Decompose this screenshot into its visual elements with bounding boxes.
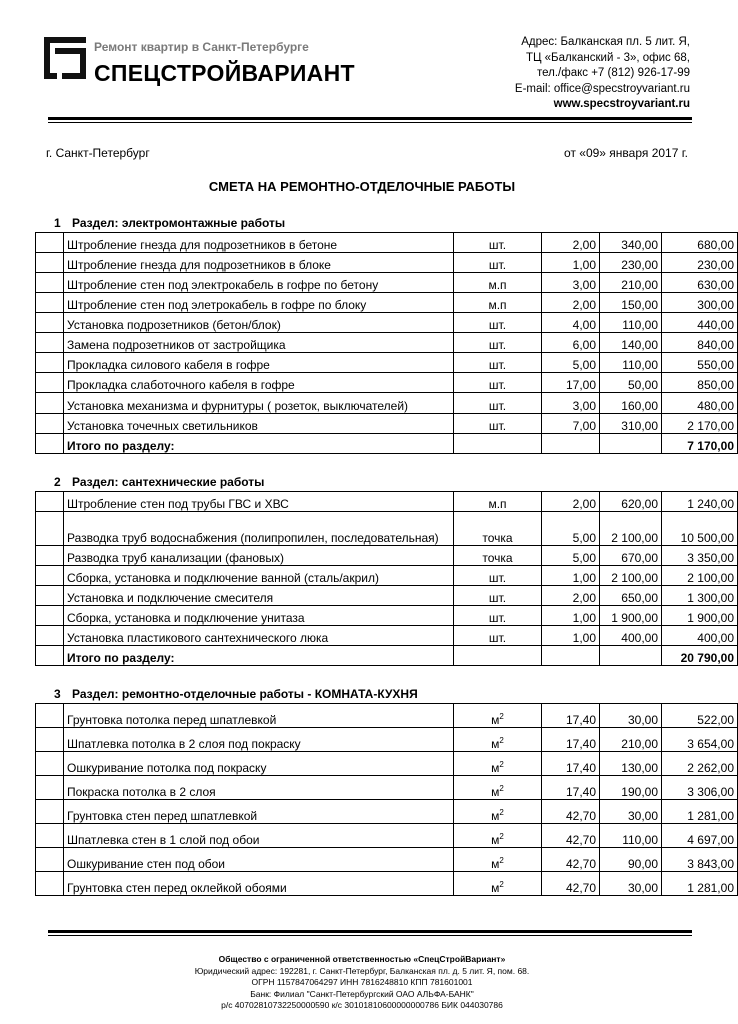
row-index-cell — [36, 566, 64, 586]
work-name-cell: Шпатлевка стен в 1 слой под обои — [64, 824, 454, 848]
table-row — [36, 512, 738, 546]
row-index-cell — [36, 313, 64, 333]
sum-cell: 630,00 — [662, 273, 738, 293]
price-cell: 230,00 — [600, 253, 662, 273]
sum-cell: 1 281,00 — [662, 872, 738, 896]
price-cell: 30,00 — [600, 872, 662, 896]
row-index-cell — [36, 492, 64, 512]
website-link[interactable]: www.specstroyvariant.ru — [553, 98, 690, 110]
section-number: 3 — [54, 687, 61, 701]
sum-cell: 2 170,00 — [662, 414, 738, 434]
price-cell: 190,00 — [600, 776, 662, 800]
price-cell: 340,00 — [600, 233, 662, 253]
empty-cell — [600, 434, 662, 454]
empty-cell — [542, 646, 600, 666]
quantity-cell: 2,00 — [542, 293, 600, 313]
unit-cell: м.п — [454, 492, 542, 512]
table-row — [36, 824, 738, 848]
work-name-cell: Установка механизма и фурнитуры ( розеток, выключателей) — [64, 393, 454, 414]
document-date: от «09» января 2017 г. — [564, 146, 688, 160]
price-cell: 30,00 — [600, 704, 662, 728]
section-total-value: 7 170,00 — [662, 434, 738, 454]
table-row — [36, 414, 738, 434]
price-cell: 160,00 — [600, 393, 662, 414]
row-index-cell — [36, 233, 64, 253]
row-index-cell — [36, 776, 64, 800]
table-row — [36, 293, 738, 313]
unit-cell: шт. — [454, 353, 542, 373]
unit-cell — [454, 848, 542, 872]
sum-cell: 550,00 — [662, 353, 738, 373]
table-row — [36, 586, 738, 606]
document-city: г. Санкт-Петербург — [46, 146, 150, 160]
table-row — [36, 313, 738, 333]
sum-cell: 3 306,00 — [662, 776, 738, 800]
sum-cell: 850,00 — [662, 373, 738, 393]
unit-cell: м.п — [454, 293, 542, 313]
document-title: СМЕТА НА РЕМОНТНО-ОТДЕЛОЧНЫЕ РАБОТЫ — [208, 179, 516, 194]
unit-text: м — [491, 713, 500, 727]
work-name-cell: Покраска потолка в 2 слоя — [64, 776, 454, 800]
unit-cell: шт. — [454, 566, 542, 586]
table-row — [36, 373, 738, 393]
work-name-cell: Грунтовка стен перед шпатлевкой — [64, 800, 454, 824]
quantity-cell: 1,00 — [542, 566, 600, 586]
empty-cell — [454, 434, 542, 454]
unit-text: м — [491, 857, 500, 871]
row-index-cell — [36, 373, 64, 393]
row-index-cell — [36, 824, 64, 848]
sum-cell: 680,00 — [662, 233, 738, 253]
row-index-cell — [36, 546, 64, 566]
price-cell: 30,00 — [600, 800, 662, 824]
table-row — [36, 546, 738, 566]
quantity-cell: 17,00 — [542, 373, 600, 393]
table-row — [36, 606, 738, 626]
work-name-cell: Сборка, установка и подключение ванной (сталь/акрил) — [64, 566, 454, 586]
work-name-cell: Разводка труб водоснабжения (полипропилен, последовательная) — [64, 512, 454, 546]
section-title: Раздел: электромонтажные работы — [72, 216, 286, 230]
unit-text: м — [491, 833, 500, 847]
estimate-table-electrical — [35, 232, 738, 454]
table-row — [36, 233, 738, 253]
price-cell: 210,00 — [600, 728, 662, 752]
sum-cell: 400,00 — [662, 626, 738, 646]
work-name-cell: Штробление гнезда для подрозетников в бетоне — [64, 233, 454, 253]
unit-cell: точка — [454, 546, 542, 566]
price-cell: 110,00 — [600, 313, 662, 333]
table-row — [36, 800, 738, 824]
work-name-cell: Установка подрозетников (бетон/блок) — [64, 313, 454, 333]
price-cell: 140,00 — [600, 333, 662, 353]
row-index-cell — [36, 333, 64, 353]
section-total-value: 20 790,00 — [662, 646, 738, 666]
table-row — [36, 393, 738, 414]
price-cell: 90,00 — [600, 848, 662, 872]
work-name-cell: Установка и подключение смесителя — [64, 586, 454, 606]
footer-divider — [48, 930, 692, 933]
row-index-cell — [36, 434, 64, 454]
table-row — [36, 566, 738, 586]
unit-text: м — [491, 809, 500, 823]
unit-superscript: 2 — [499, 760, 504, 769]
sum-cell: 3 350,00 — [662, 546, 738, 566]
work-name-cell: Грунтовка стен перед оклейкой обоями — [64, 872, 454, 896]
row-index-cell — [36, 848, 64, 872]
sum-cell: 4 697,00 — [662, 824, 738, 848]
row-index-cell — [36, 872, 64, 896]
unit-text: м — [491, 785, 500, 799]
row-index-cell — [36, 646, 64, 666]
unit-superscript: 2 — [499, 856, 504, 865]
sum-cell: 1 900,00 — [662, 606, 738, 626]
sum-cell: 3 654,00 — [662, 728, 738, 752]
row-index-cell — [36, 586, 64, 606]
unit-cell: шт. — [454, 333, 542, 353]
work-name-cell: Ошкуривание потолка под покраску — [64, 752, 454, 776]
unit-cell: шт. — [454, 373, 542, 393]
row-index-cell — [36, 606, 64, 626]
row-index-cell — [36, 800, 64, 824]
unit-text: м — [491, 737, 500, 751]
unit-cell: шт. — [454, 414, 542, 434]
unit-superscript: 2 — [499, 808, 504, 817]
unit-cell: шт. — [454, 606, 542, 626]
quantity-cell: 6,00 — [542, 333, 600, 353]
unit-superscript: 2 — [499, 880, 504, 889]
company-tagline: Ремонт квартир в Санкт-Петербурге — [94, 40, 309, 54]
work-name-cell: Штробление гнезда для подрозетников в блоке — [64, 253, 454, 273]
unit-cell: точка — [454, 512, 542, 546]
quantity-cell: 5,00 — [542, 353, 600, 373]
row-index-cell — [36, 626, 64, 646]
empty-cell — [454, 646, 542, 666]
price-cell: 210,00 — [600, 273, 662, 293]
table-row — [36, 273, 738, 293]
price-cell: 150,00 — [600, 293, 662, 313]
sum-cell: 480,00 — [662, 393, 738, 414]
quantity-cell: 3,00 — [542, 393, 600, 414]
quantity-cell: 1,00 — [542, 626, 600, 646]
unit-text: м — [491, 761, 500, 775]
sum-cell: 3 843,00 — [662, 848, 738, 872]
footer-legal-address: Юридический адрес: 192281, г. Санкт-Петербург, Балканская пл. д. 5 лит. Я, пом. 68. — [194, 965, 530, 976]
unit-cell — [454, 728, 542, 752]
row-index-cell — [36, 752, 64, 776]
unit-cell: м.п — [454, 273, 542, 293]
price-cell: 650,00 — [600, 586, 662, 606]
empty-cell — [600, 646, 662, 666]
sum-cell: 440,00 — [662, 313, 738, 333]
quantity-cell: 2,00 — [542, 233, 600, 253]
price-cell: 670,00 — [600, 546, 662, 566]
sum-cell: 840,00 — [662, 333, 738, 353]
section-total-label: Итого по разделу: — [64, 646, 454, 666]
quantity-cell: 42,70 — [542, 872, 600, 896]
table-row — [36, 253, 738, 273]
price-cell: 1 900,00 — [600, 606, 662, 626]
sum-cell: 300,00 — [662, 293, 738, 313]
footer-requisites — [0, 954, 724, 1012]
table-row — [36, 872, 738, 896]
quantity-cell: 17,40 — [542, 728, 600, 752]
unit-cell — [454, 800, 542, 824]
quantity-cell: 17,40 — [542, 704, 600, 728]
work-name-cell: Замена подрозетников от застройщика — [64, 333, 454, 353]
work-name-cell: Грунтовка потолка перед шпатлевкой — [64, 704, 454, 728]
footer-org-name: Общество с ограниченной ответственностью «СпецСтройВариант» — [218, 954, 506, 964]
unit-cell: шт. — [454, 626, 542, 646]
unit-cell — [454, 704, 542, 728]
table-row — [36, 776, 738, 800]
company-name: СПЕЦСТРОЙВАРИАНТ — [94, 60, 355, 86]
row-index-cell — [36, 253, 64, 273]
sum-cell: 10 500,00 — [662, 512, 738, 546]
work-name-cell: Установка пластикового сантехнического люка — [64, 626, 454, 646]
quantity-cell: 1,00 — [542, 253, 600, 273]
table-row — [36, 704, 738, 728]
price-cell: 130,00 — [600, 752, 662, 776]
quantity-cell: 5,00 — [542, 512, 600, 546]
unit-cell: шт. — [454, 233, 542, 253]
footer-bank: Банк: Филиал "Санкт-Петербургский ОАО АЛЬФА-БАНК" — [250, 988, 474, 999]
table-row — [36, 492, 738, 512]
company-logo-icon — [44, 37, 86, 79]
unit-cell — [454, 752, 542, 776]
sum-cell: 2 262,00 — [662, 752, 738, 776]
unit-cell — [454, 824, 542, 848]
table-row — [36, 848, 738, 872]
quantity-cell: 4,00 — [542, 313, 600, 333]
price-cell: 400,00 — [600, 626, 662, 646]
unit-superscript: 2 — [499, 712, 504, 721]
sum-cell: 522,00 — [662, 704, 738, 728]
quantity-cell: 17,40 — [542, 752, 600, 776]
table-row — [36, 752, 738, 776]
work-name-cell: Штробление стен под элетрокабель в гофре по блоку — [64, 293, 454, 313]
work-name-cell: Разводка труб канализации (фановых) — [64, 546, 454, 566]
price-cell: 110,00 — [600, 353, 662, 373]
unit-cell — [454, 872, 542, 896]
price-cell: 2 100,00 — [600, 512, 662, 546]
quantity-cell: 3,00 — [542, 273, 600, 293]
row-index-cell — [36, 293, 64, 313]
section-total-row — [36, 434, 738, 454]
unit-cell: шт. — [454, 586, 542, 606]
address-line: ТЦ «Балканский - 3», офис 68, — [525, 51, 690, 64]
price-cell: 2 100,00 — [600, 566, 662, 586]
unit-cell — [454, 776, 542, 800]
price-cell: 310,00 — [600, 414, 662, 434]
phone-line: тел./факс +7 (812) 926-17-99 — [537, 67, 690, 79]
sum-cell: 230,00 — [662, 253, 738, 273]
row-index-cell — [36, 393, 64, 414]
footer-bank-accounts: р/с 40702810732250000590 к/с 30101810600000000786 БИК 044030786 — [221, 1000, 503, 1010]
work-name-cell: Сборка, установка и подключение унитаза — [64, 606, 454, 626]
unit-superscript: 2 — [499, 784, 504, 793]
email-line[interactable]: E-mail: office@specstroyvariant.ru — [514, 82, 690, 95]
footer-divider-thin — [48, 935, 692, 936]
unit-cell: шт. — [454, 313, 542, 333]
row-index-cell — [36, 728, 64, 752]
work-name-cell: Прокладка силового кабеля в гофре — [64, 353, 454, 373]
section-title: Раздел: ремонтно-отделочные работы - КОМНАТА-КУХНЯ — [72, 687, 418, 701]
sum-cell: 1 240,00 — [662, 492, 738, 512]
quantity-cell: 42,70 — [542, 848, 600, 872]
sum-cell: 1 300,00 — [662, 586, 738, 606]
section-title: Раздел: сантехнические работы — [72, 475, 265, 489]
section-number: 1 — [54, 216, 61, 230]
row-index-cell — [36, 414, 64, 434]
unit-superscript: 2 — [499, 832, 504, 841]
footer-registration: ОГРН 1157847064297 ИНН 7816248810 КПП 781601001 — [251, 977, 473, 987]
section-total-label: Итого по разделу: — [64, 434, 454, 454]
quantity-cell: 2,00 — [542, 586, 600, 606]
quantity-cell: 1,00 — [542, 606, 600, 626]
quantity-cell: 7,00 — [542, 414, 600, 434]
work-name-cell: Ошкуривание стен под обои — [64, 848, 454, 872]
table-row — [36, 333, 738, 353]
company-contacts — [515, 35, 690, 113]
work-name-cell: Штробление стен под электрокабель в гофре по бетону — [64, 273, 454, 293]
work-name-cell: Шпатлевка потолка в 2 слоя под покраску — [64, 728, 454, 752]
row-index-cell — [36, 273, 64, 293]
work-name-cell: Штробление стен под трубы ГВС и ХВС — [64, 492, 454, 512]
work-name-cell: Установка точечных светильников — [64, 414, 454, 434]
estimate-table-plumbing — [35, 491, 738, 666]
quantity-cell: 2,00 — [542, 492, 600, 512]
quantity-cell: 42,70 — [542, 824, 600, 848]
quantity-cell: 17,40 — [542, 776, 600, 800]
header-divider — [48, 117, 692, 120]
sum-cell: 1 281,00 — [662, 800, 738, 824]
estimate-table-finishing — [35, 703, 738, 896]
row-index-cell — [36, 704, 64, 728]
section-total-row — [36, 646, 738, 666]
empty-cell — [542, 434, 600, 454]
address-line: Адрес: Балканская пл. 5 лит. Я, — [521, 36, 690, 48]
table-row — [36, 626, 738, 646]
section-number: 2 — [54, 475, 61, 489]
work-name-cell: Прокладка слаботочного кабеля в гофре — [64, 373, 454, 393]
price-cell: 620,00 — [600, 492, 662, 512]
unit-cell: шт. — [454, 393, 542, 414]
unit-cell: шт. — [454, 253, 542, 273]
row-index-cell — [36, 512, 64, 546]
row-index-cell — [36, 353, 64, 373]
sum-cell: 2 100,00 — [662, 566, 738, 586]
header-divider-thin — [48, 122, 692, 123]
price-cell: 50,00 — [600, 373, 662, 393]
table-row — [36, 353, 738, 373]
price-cell: 110,00 — [600, 824, 662, 848]
unit-text: м — [491, 881, 500, 895]
quantity-cell: 42,70 — [542, 800, 600, 824]
table-row — [36, 728, 738, 752]
unit-superscript: 2 — [499, 736, 504, 745]
quantity-cell: 5,00 — [542, 546, 600, 566]
